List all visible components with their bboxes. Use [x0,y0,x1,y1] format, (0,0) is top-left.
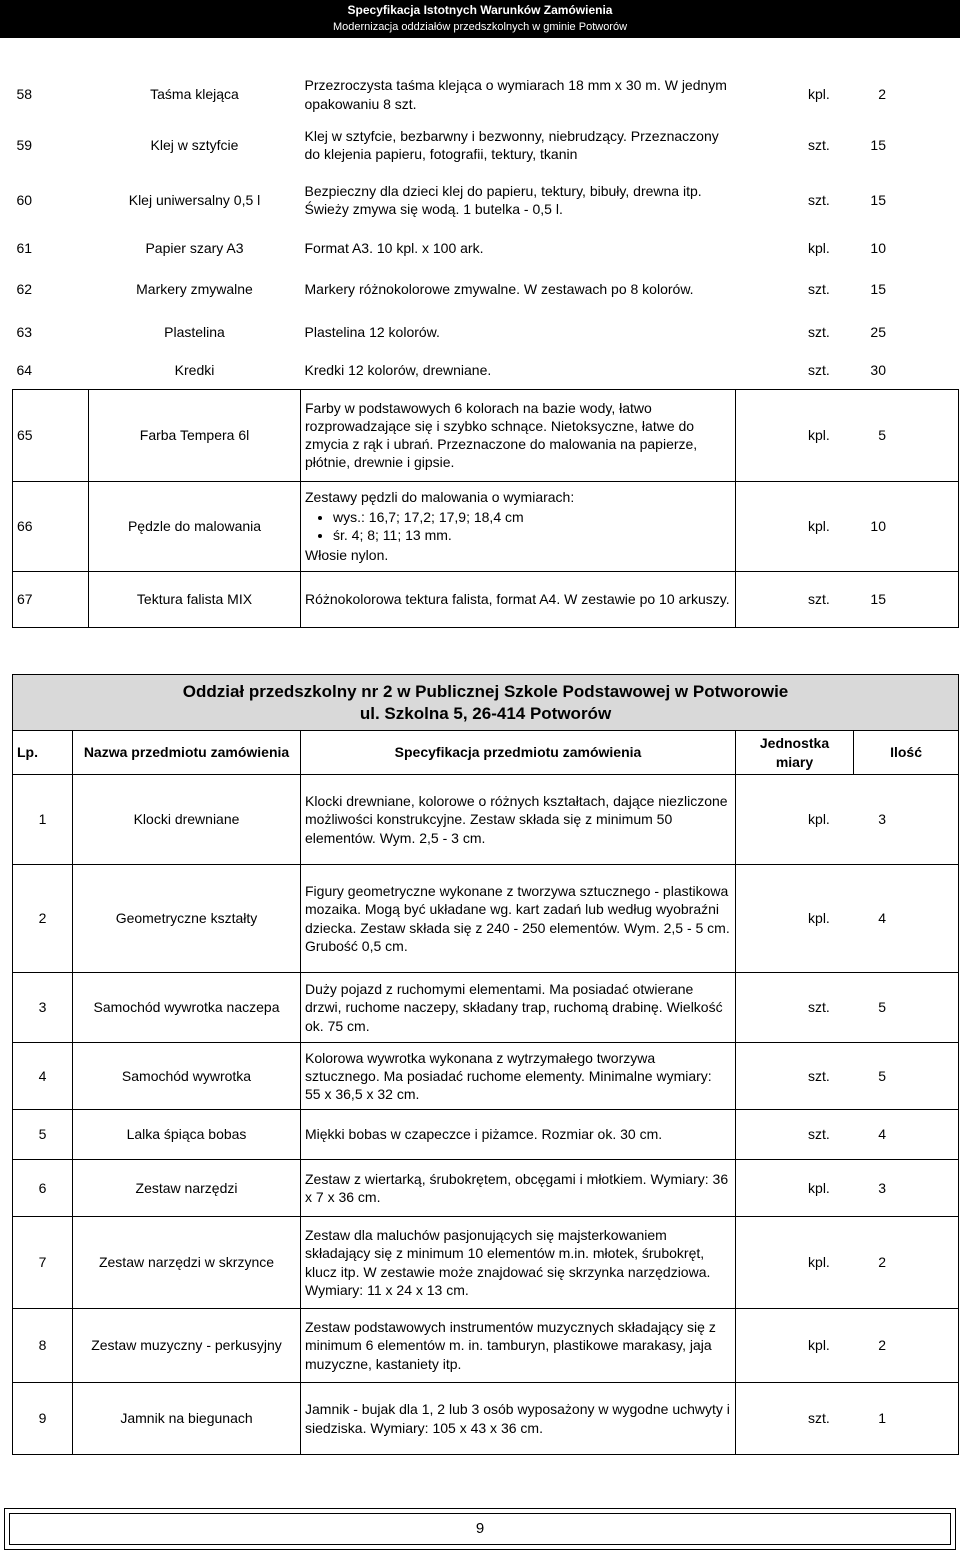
table-row [13,313,959,351]
item-unit: szt. [808,136,830,153]
item-name: Zestaw narzędzi w skrzynce [73,1217,301,1309]
item-name: Samochód wywrotka [73,1043,301,1110]
row-number: 63 [16,323,33,340]
item-unit-qty [736,1110,959,1160]
row-number: 4 [13,1043,73,1110]
item-unit-qty [736,1043,959,1110]
row-number: 6 [13,1160,73,1217]
col-header-desc: Specyfikacja przedmiotu zamówienia [301,731,736,775]
item-description: Różnokolorowa tektura falista, format A4. W zestawie po 10 arkuszy. [301,571,736,627]
item-unit: kpl. [808,240,830,257]
row-number: 62 [16,280,33,297]
item-unit-qty [736,571,959,627]
item-unit: kpl. [808,86,830,103]
item-name: Papier szary A3 [145,240,244,257]
table-row [13,1160,959,1217]
item-description: Zestaw dla maluchów pasjonujących się majsterkowaniem składający się z minimum 10 elementów m.in. młotek, śrubokręt, klucz itp. W zestawie może znajdować się skrzynka narzędziowa. Wymiary: 11 x 24 x 13 cm. [301,1217,736,1309]
item-description: Kredki 12 kolorów, drewniane. [304,361,492,378]
item-qty: 1 [878,1410,887,1427]
item-qty: 15 [870,280,886,297]
item-unit: kpl. [808,426,830,443]
item-description: Farby w podstawowych 6 kolorach na bazie wody, łatwo rozprowadzające się i szybko schnące. Nietoksyczne, łatwe do zmycia z rąk i ubrań. Przeznaczone do malowania na papierze, płótnie, drewnie i gipsie. [301,389,736,481]
item-unit: kpl. [808,811,830,828]
item-qty: 5 [878,1067,887,1084]
item-unit: kpl. [808,517,830,534]
table-row [13,1309,959,1383]
table-header-row [13,731,959,775]
item-qty: 15 [870,136,886,153]
row-number: 9 [13,1383,73,1455]
description-intro: Zestawy pędzli do malowania o wymiarach: [305,488,575,505]
item-unit: kpl. [808,1337,830,1354]
row-number: 66 [13,481,89,571]
item-name: Tektura falista MIX [89,571,301,627]
item-qty: 30 [870,361,886,378]
item-name: Kredki [174,361,215,378]
document-header [0,0,960,38]
col-header-name: Nazwa przedmiotu zamówienia [73,731,301,775]
item-qty: 3 [878,811,887,828]
page-footer [4,1508,956,1550]
row-number: 1 [13,775,73,865]
item-name: Plastelina [164,323,225,340]
item-unit-qty [736,168,959,232]
row-number: 65 [13,389,89,481]
description-outro: Włosie nylon. [305,547,389,564]
item-qty: 2 [878,1337,887,1354]
table-row [13,232,959,265]
row-number: 64 [16,361,33,378]
item-description: Miękki bobas w czapeczce i piżamce. Rozmiar ok. 30 cm. [301,1110,736,1160]
item-name: Klej w sztyfcie [150,136,239,153]
item-description [301,481,736,571]
item-name: Klej uniwersalny 0,5 l [128,191,261,208]
row-number: 3 [13,973,73,1043]
item-unit-qty [736,313,959,351]
table-row [13,389,959,481]
item-qty: 10 [870,517,886,534]
dimensions-list [305,508,731,544]
row-number: 5 [13,1110,73,1160]
item-description: Zestaw podstawowych instrumentów muzycznych składający się z minimum 6 elementów m. in. tamburyn, plastikowe marakasy, jaja muzyczne, kastaniety itp. [301,1309,736,1383]
item-unit-qty [736,481,959,571]
table-row [13,1383,959,1455]
item-name: Pędzle do malowania [89,481,301,571]
header-subtitle: Modernizacja oddziałów przedszkolnych w gminie Potworów [332,21,628,33]
table-row [13,481,959,571]
row-number: 59 [16,136,33,153]
item-description: Jamnik - bujak dla 1, 2 lub 3 osób wyposażony w wygodne uchwyty i siedziska. Wymiary: 105 x 43 x 36 cm. [301,1383,736,1455]
item-unit-qty [736,1160,959,1217]
table-title-row [13,675,959,731]
item-qty: 4 [878,910,887,927]
item-name: Zestaw narzędzi [73,1160,301,1217]
item-unit-qty [736,232,959,265]
item-unit-qty [736,775,959,865]
item-name: Markery zmywalne [136,280,253,297]
item-qty: 15 [870,191,886,208]
item-description: Kolorowa wywrotka wykonana z wytrzymałego tworzywa sztucznego. Ma posiadać ruchome elementy. Minimalne wymiary: 55 x 36,5 x 32 cm. [301,1043,736,1110]
item-name: Lalka śpiąca bobas [73,1110,301,1160]
item-unit-qty [736,389,959,481]
section-title-line1: Oddział przedszkolny nr 2 w Publicznej Szkole Podstawowej w Potworowie [182,682,789,702]
item-description: Duży pojazd z ruchomymi elementami. Ma posiadać otwierane drzwi, ruchome naczepy, składany trap, ruchomą drabinę. Wielkość ok. 75 cm. [301,973,736,1043]
item-unit: szt. [808,1410,830,1427]
row-number: 8 [13,1309,73,1383]
item-name: Taśma klejąca [150,86,239,103]
col-header-qty: Ilość [854,731,959,775]
row-number: 67 [13,571,89,627]
table-row [13,168,959,232]
item-unit: szt. [808,191,830,208]
item-qty: 10 [870,240,886,257]
item-description: Format A3. 10 kpl. x 100 ark. [304,240,484,257]
item-unit: kpl. [808,910,830,927]
item-unit-qty [736,865,959,973]
item-unit: szt. [808,590,830,607]
item-name: Farba Tempera 6l [89,389,301,481]
row-number: 61 [16,240,33,257]
list-item: • śr. 4; 8; 11; 13 mm. [333,526,731,544]
item-description: Przezroczysta taśma klejąca o wymiarach 18 mm x 30 m. W jednym opakowaniu 8 szt. [304,77,727,112]
row-number: 58 [16,86,33,103]
table-row [13,1217,959,1309]
item-unit: szt. [808,1067,830,1084]
table-row [13,973,959,1043]
item-unit: szt. [808,361,830,378]
table-row [13,865,959,973]
item-qty: 4 [878,1126,887,1143]
item-description: Plastelina 12 kolorów. [304,323,440,340]
item-unit: szt. [808,323,830,340]
item-description: Bezpieczny dla dzieci klej do papieru, tektury, bibuły, drewna itp. Świeży zmywa się wodą. 1 butelka - 0,5 l. [304,182,702,217]
item-qty: 15 [870,590,886,607]
item-unit: szt. [808,280,830,297]
item-unit: kpl. [808,1179,830,1196]
table-row [13,1043,959,1110]
item-name: Zestaw muzyczny - perkusyjny [73,1309,301,1383]
header-title: Specyfikacja Istotnych Warunków Zamówienia [347,3,613,17]
item-unit-qty [736,1309,959,1383]
items-table-1 [12,67,959,628]
list-item: • wys.: 16,7; 17,2; 17,9; 18,4 cm [333,508,731,526]
item-unit-qty [736,973,959,1043]
item-qty: 25 [870,323,886,340]
item-unit-qty [736,1383,959,1455]
item-description: Markery różnokolorowe zmywalne. W zestawach po 8 kolorów. [304,280,694,297]
item-unit: kpl. [808,1254,830,1271]
col-header-no: Lp. [13,731,73,775]
item-unit: szt. [808,999,830,1016]
row-number: 60 [16,191,33,208]
item-qty: 3 [878,1179,887,1196]
item-name: Geometryczne kształty [73,865,301,973]
item-unit-qty [736,1217,959,1309]
item-unit-qty [736,67,959,122]
item-unit-qty [736,265,959,313]
item-qty: 5 [878,426,886,443]
item-unit-qty [736,122,959,168]
item-description: Klocki drewniane, kolorowe o różnych kształtach, dające niezliczone możliwości konstrukcyjne. Zestaw składa się z minimum 50 elementów. Wym. 2,5 - 3 cm. [301,775,736,865]
item-qty: 2 [878,1254,887,1271]
item-name: Klocki drewniane [73,775,301,865]
row-number: 7 [13,1217,73,1309]
table-row [13,1110,959,1160]
col-header-unit: Jednostka miary [736,731,854,775]
table-row [13,265,959,313]
items-table-2 [12,674,959,1455]
item-description: Figury geometryczne wykonane z tworzywa sztucznego - plastikowa mozaika. Mogą być układane wg. kart zadań lub według wyobraźni dziecka. Zestaw składa się z 240 - 250 elementów. Wym. 2,5 - 5 cm. Grubość 0,5 cm. [301,865,736,973]
page-number: 9 [9,1513,951,1545]
item-name: Samochód wywrotka naczepa [73,973,301,1043]
item-qty: 5 [878,999,887,1016]
item-description: Zestaw z wiertarką, śrubokrętem, obcęgami i młotkiem. Wymiary: 36 x 7 x 36 cm. [301,1160,736,1217]
row-number: 2 [13,865,73,973]
item-unit-qty [736,351,959,389]
section-title-line2: ul. Szkolna 5, 26-414 Potworów [359,703,612,723]
item-name: Jamnik na biegunach [73,1383,301,1455]
section-title [13,675,959,731]
table-row [13,67,959,122]
table-row [13,351,959,389]
table-row [13,571,959,627]
item-qty: 2 [878,86,886,103]
item-description: Klej w sztyfcie, bezbarwny i bezwonny, niebrudzący. Przeznaczony do klejenia papieru, fotografii, tektury, tkanin [304,127,719,162]
table-row [13,122,959,168]
table-row [13,775,959,865]
item-unit: szt. [808,1126,830,1143]
